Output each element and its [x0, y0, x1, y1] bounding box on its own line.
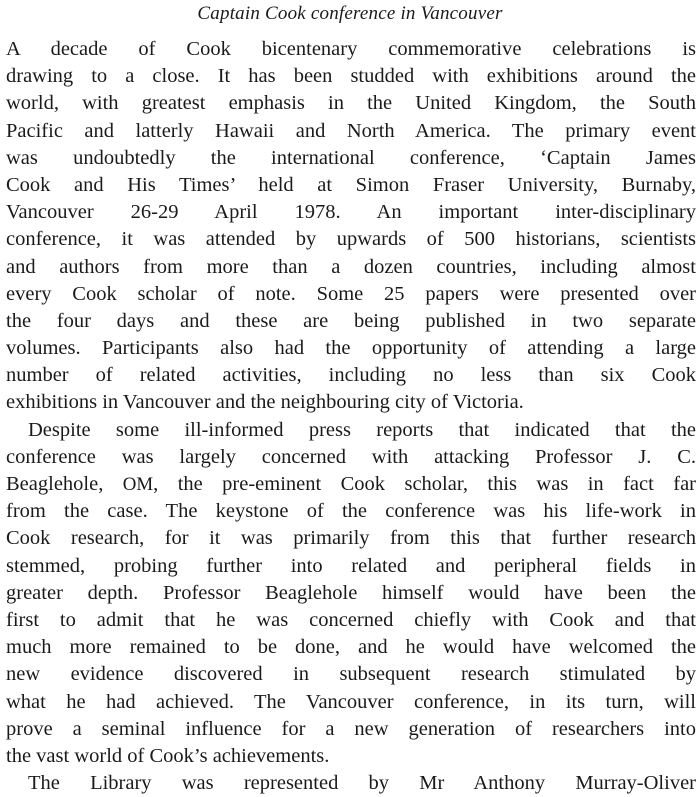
text-line: stemmed, probing further into related and peripheral fields in [6, 554, 696, 577]
text-line: A decade of Cook bicentenary commemorative celebrations is [6, 38, 696, 60]
text-line: the four days and these are being published in two separate [6, 309, 696, 332]
text-line: Despite some ill-informed press reports that indicated that the [28, 418, 696, 441]
text-line: from the case. The keystone of the conference was his life-work in [6, 500, 696, 523]
paragraph [6, 770, 696, 797]
paragraph [6, 417, 696, 770]
text-line: conference, it was attended by upwards of 500 historians, scientists [6, 228, 696, 251]
text-line: Beaglehole, OM, the pre-eminent Cook scholar, this was in fact far [6, 473, 696, 495]
text-line: The Library was represented by Mr Anthony Murray-Oliver [28, 772, 696, 795]
text-line: world, with greatest emphasis in the United Kingdom, the South [6, 92, 696, 115]
paragraph [6, 36, 696, 417]
text-line: Pacific and latterly Hawaii and North America. The primary event [6, 119, 696, 142]
text-line: every Cook scholar of note. Some 25 papers were presented over [6, 282, 696, 305]
text-line: was undoubtedly the international conference, ‘Captain James [6, 146, 696, 169]
article-body [6, 36, 696, 797]
text-line: prove a seminal influence for a new generation of researchers into [6, 717, 696, 740]
text-line: much more remained to be done, and he would have welcomed the [6, 636, 696, 659]
honorific-abbreviation: OM [122, 474, 154, 495]
text-line: conference was largely concerned with attacking Professor J. C. [6, 445, 696, 468]
text-line: what he had achieved. The Vancouver conference, in its turn, will [6, 690, 696, 713]
text-line: Cook research, for it was primarily from this that further research [6, 527, 696, 550]
text-line: exhibitions in Vancouver and the neighbouring city of Victoria. [6, 391, 524, 414]
text-line: first to admit that he was concerned chiefly with Cook and that [6, 608, 696, 631]
text-line: new evidence discovered in subsequent research stimulated by [6, 663, 696, 686]
article-title: Captain Cook conference in Vancouver [197, 3, 503, 24]
text-line: drawing to a close. It has been studded with exhibitions around the [6, 65, 696, 88]
text-line: Cook and His Times’ held at Simon Fraser University, Burnaby, [6, 173, 696, 196]
text-line: Vancouver 26-29 April 1978. An important inter-disciplinary [6, 201, 696, 224]
text-line: greater depth. Professor Beaglehole himself would have been the [6, 581, 696, 604]
text-line: the vast world of Cook’s achievements. [6, 744, 330, 767]
text-line: number of related activities, including no less than six Cook [6, 364, 696, 387]
text-line: and authors from more than a dozen countries, including almost [6, 255, 696, 278]
text-line: volumes. Participants also had the opportunity of attending a large [6, 337, 696, 360]
